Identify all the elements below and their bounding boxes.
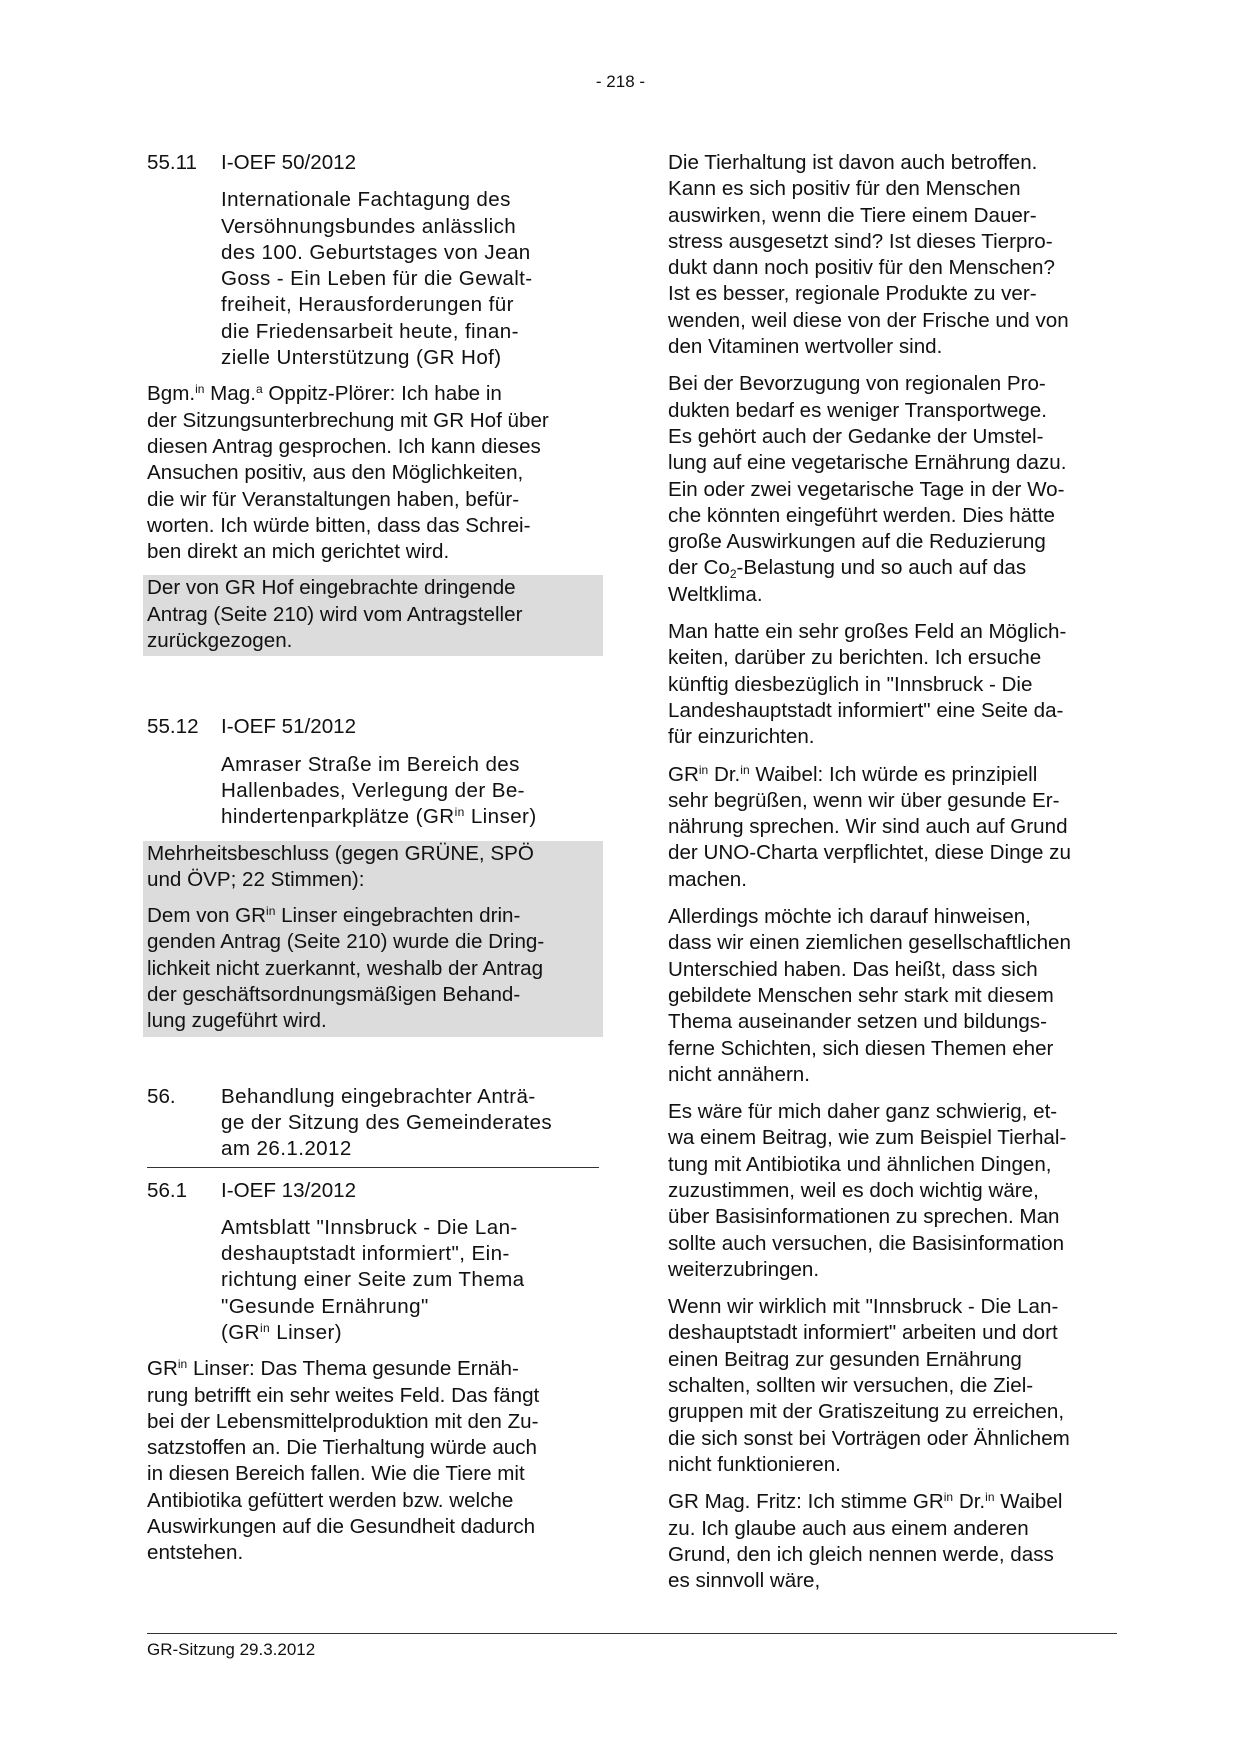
text-line: Allerdings möchte ich darauf hinweisen, — [668, 905, 1031, 929]
text-line: lung auf eine vegetarische Ernährung dazu. — [668, 451, 1067, 475]
title-text: Linser) — [270, 1320, 342, 1344]
text-line: es sinnvoll wäre, — [668, 1569, 821, 1593]
decision-box-55-11 — [143, 575, 603, 656]
text-line: Kann es sich positiv für den Menschen — [668, 177, 1021, 201]
text-line: Auswirkungen auf die Gesundheit dadurch — [147, 1515, 536, 1539]
text-line: dukt dann noch positiv für den Menschen? — [668, 256, 1055, 280]
text: der Co — [668, 556, 730, 580]
title-line: Behandlung eingebrachter Anträ- — [221, 1084, 536, 1108]
text-line: große Auswirkungen auf die Reduzierung — [668, 530, 1046, 554]
speech-text: Waibel: Ich würde es prinzipiell — [749, 762, 1038, 786]
text-line: zuzustimmen, weil es doch wichtig wäre, — [668, 1178, 1039, 1202]
text-line: Ansuchen positiv, aus den Möglichkeiten, — [147, 461, 524, 485]
text-line: sollte auch versuchen, die Basisinformation — [668, 1231, 1065, 1255]
text-line: machen. — [668, 867, 747, 891]
title-line: ge der Sitzung des Gemeinderates — [221, 1110, 553, 1134]
item-code: I-OEF 50/2012 — [221, 151, 357, 174]
text-line: sehr begrüßen, wenn wir über gesunde Er- — [668, 788, 1060, 812]
text-line: worten. Ich würde bitten, dass das Schrei- — [147, 513, 531, 537]
subscript: 2 — [729, 567, 737, 582]
left-column — [147, 150, 599, 1567]
text-line: Mehrheitsbeschluss (gegen GRÜNE, SPÖ — [147, 841, 534, 865]
text-line: che könnten eingeführt werden. Dies hätte — [668, 503, 1055, 527]
text-line: keiten, darüber zu berichten. Ich ersuche — [668, 646, 1042, 670]
superscript: a — [255, 382, 263, 397]
text-line: den Vitaminen wertvoller sind. — [668, 335, 943, 359]
text-line: lichkeit nicht zuerkannt, weshalb der Antrag — [147, 956, 544, 980]
speech-text: Waibel — [994, 1490, 1063, 1514]
paragraph — [668, 1099, 1118, 1283]
title-line: Hallenbades, Verlegung der Be- — [221, 778, 525, 802]
item-title-56 — [221, 1084, 599, 1163]
text-line: der UNO-Charta verpflichtet, diese Dinge zu — [668, 841, 1071, 865]
text-line: genden Antrag (Seite 210) wurde die Dring- — [147, 930, 545, 954]
superscript: in — [177, 1357, 188, 1372]
title-line: zielle Unterstützung (GR Hof) — [221, 346, 502, 370]
item-title-55-11 — [221, 187, 599, 371]
item-code: I-OEF 51/2012 — [221, 715, 357, 739]
text-line: die sich sonst bei Vorträgen oder Ähnlichem — [668, 1426, 1070, 1450]
text-line: über Basisinformationen zu sprechen. Man — [668, 1205, 1060, 1229]
text-line: dukten bedarf es weniger Transportwege. — [668, 398, 1047, 422]
speaker-title: GR — [668, 762, 699, 786]
text-line: lung zugeführt wird. — [147, 1009, 327, 1033]
text-line: die wir für Veranstaltungen haben, befür- — [147, 487, 520, 511]
superscript: in — [985, 1490, 995, 1505]
footer-divider — [147, 1633, 1117, 1634]
title-text: Linser) — [464, 805, 537, 829]
speaker-title: GR — [147, 1357, 178, 1381]
text-line: Antibiotika gefüttert werden bzw. welche — [147, 1488, 514, 1512]
paragraph — [668, 904, 1118, 1088]
text-line — [147, 903, 599, 929]
item-heading-56-1 — [147, 1178, 599, 1204]
text-line: Es gehört auch der Gedanke der Umstel- — [668, 424, 1044, 448]
title-line: Goss - Ein Leben für die Gewalt- — [221, 267, 533, 291]
text-line: Weltklima. — [668, 582, 763, 606]
item-heading-55-11 — [147, 150, 599, 176]
text-line: ferne Schichten, sich diesen Themen eher — [668, 1036, 1054, 1060]
speech-linser — [147, 1356, 599, 1566]
text-line: künftig diesbezüglich in "Innsbruck - Die — [668, 672, 1033, 696]
title-line: am 26.1.2012 — [221, 1137, 352, 1161]
text-line: diesen Antrag gesprochen. Ich kann dieses — [147, 434, 541, 458]
item-code: I-OEF 13/2012 — [221, 1178, 357, 1202]
text-line: Die Tierhaltung ist davon auch betroffen. — [668, 151, 1038, 174]
text-line: tung mit Antibiotika und ähnlichen Dingen, — [668, 1152, 1052, 1176]
text-line: Bei der Bevorzugung von regionalen Pro- — [668, 372, 1046, 396]
superscript: in — [698, 762, 709, 777]
footer-text: GR-Sitzung 29.3.2012 — [147, 1640, 316, 1659]
paragraph — [668, 371, 1118, 608]
item-heading-55-12 — [147, 714, 599, 740]
text-line: satzstoffen an. Die Tierhaltung würde auch — [147, 1436, 537, 1460]
text-line: dass wir einen ziemlichen gesellschaftlichen — [668, 931, 1071, 955]
speaker-title: Mag. — [204, 382, 256, 406]
text-line: Grund, den ich gleich nennen werde, dass — [668, 1542, 1054, 1566]
paragraph — [668, 1294, 1118, 1478]
title-line: deshauptstadt informiert", Ein- — [221, 1242, 510, 1266]
text-line: schalten, sollten wir versuchen, die Ziel- — [668, 1374, 1034, 1398]
speech-text: Dr. — [953, 1490, 986, 1514]
superscript: in — [266, 904, 276, 919]
decision-box-55-12 — [143, 841, 603, 1037]
superscript: in — [740, 762, 750, 777]
item-heading-56 — [147, 1084, 599, 1163]
superscript: in — [259, 1320, 271, 1335]
text-line: zu. Ich glaube auch aus einem anderen — [668, 1516, 1029, 1540]
text-line: Unterschied haben. Das heißt, dass sich — [668, 957, 1038, 981]
text-line: Landeshauptstadt informiert" eine Seite da- — [668, 698, 1064, 722]
text-line: auswirken, wenn die Tiere einem Dauer- — [668, 203, 1037, 227]
text-line: weiterzubringen. — [668, 1257, 820, 1281]
text-line: deshauptstadt informiert" arbeiten und dort — [668, 1321, 1058, 1345]
title-text: hindertenparkplätze (GR — [221, 805, 455, 829]
speech-oppitz-ploerer — [147, 381, 599, 565]
title-line: Amraser Straße im Bereich des — [221, 752, 520, 776]
title-line: des 100. Geburtstages von Jean — [221, 240, 531, 264]
text-line: Wenn wir wirklich mit "Innsbruck - Die Lan- — [668, 1295, 1059, 1319]
text-line: stress ausgesetzt sind? Ist dieses Tierpro- — [668, 229, 1053, 253]
text-line: einen Beitrag zur gesunden Ernährung — [668, 1347, 1022, 1371]
text-line: Thema auseinander setzen und bildungs- — [668, 1010, 1047, 1034]
title-line — [221, 1320, 599, 1346]
speech-text: Oppitz-Plörer: Ich habe in — [262, 382, 502, 406]
text-line: nährung sprechen. Wir sind auch auf Grund — [668, 815, 1068, 839]
text-line: gruppen mit der Gratiszeitung zu erreichen, — [668, 1400, 1065, 1424]
text-line: Antrag (Seite 210) wird vom Antragsteller — [147, 602, 523, 626]
item-number: 55.12 — [147, 715, 199, 739]
title-line: freiheit, Herausforderungen für — [221, 293, 514, 317]
text-line: rung betrifft ein sehr weites Feld. Das fängt — [147, 1383, 540, 1407]
item-number: 55.11 — [147, 151, 198, 174]
title-line: richtung einer Seite zum Thema — [221, 1268, 525, 1292]
text-line: bei der Lebensmittelproduktion mit den Zu- — [147, 1409, 539, 1433]
right-column — [668, 150, 1118, 1594]
paragraph — [668, 619, 1118, 750]
paragraph — [668, 150, 1118, 360]
text-line: Man hatte ein sehr großes Feld an Möglich- — [668, 620, 1067, 644]
text-line: der Sitzungsunterbrechung mit GR Hof über — [147, 408, 549, 432]
speaker-title: Dr. — [708, 762, 741, 786]
text-line: entstehen. — [147, 1541, 244, 1565]
text-line: wa einem Beitrag, wie zum Beispiel Tierhal- — [668, 1126, 1067, 1150]
item-number: 56. — [147, 1084, 176, 1108]
title-line: die Friedensarbeit heute, finan- — [221, 319, 519, 343]
superscript: in — [195, 382, 205, 397]
superscript: in — [943, 1490, 954, 1505]
title-line — [221, 804, 599, 830]
text-line: Es wäre für mich daher ganz schwierig, et- — [668, 1100, 1058, 1124]
text-line: zurückgezogen. — [147, 629, 293, 653]
superscript: in — [454, 805, 465, 820]
speech-text: GR Mag. Fritz: Ich stimme GR — [668, 1490, 944, 1514]
title-line: "Gesunde Ernährung" — [221, 1294, 429, 1318]
item-title-55-12 — [221, 752, 599, 831]
text-line: der geschäftsordnungsmäßigen Behand- — [147, 983, 521, 1007]
text-line: Der von GR Hof eingebrachte dringende — [147, 576, 516, 600]
title-line: Internationale Fachtagung des — [221, 188, 511, 212]
section-divider — [147, 1167, 599, 1168]
text-line: gebildete Menschen sehr stark mit diesem — [668, 983, 1054, 1007]
text-line: ben direkt an mich gerichtet wird. — [147, 540, 450, 564]
item-title-56-1 — [221, 1215, 599, 1346]
speech-fritz — [668, 1489, 1118, 1594]
text-line: in diesen Bereich fallen. Wie die Tiere mit — [147, 1462, 525, 1486]
title-line: Amtsblatt "Innsbruck - Die Lan- — [221, 1215, 518, 1239]
text-line: wenden, weil diese von der Frische und von — [668, 308, 1069, 332]
speech-text: Linser: Das Thema gesunde Ernäh- — [187, 1357, 519, 1381]
text-line: Ist es besser, regionale Produkte zu ver- — [668, 282, 1037, 306]
speech-waibel — [668, 762, 1118, 893]
title-line: Versöhnungsbundes anlässlich — [221, 214, 517, 238]
text: Linser eingebrachten drin- — [275, 904, 521, 928]
text-line: und ÖVP; 22 Stimmen): — [147, 867, 365, 891]
speaker-title: Bgm. — [147, 382, 196, 406]
title-text: (GR — [221, 1320, 260, 1344]
text-line: nicht funktionieren. — [668, 1452, 841, 1476]
text-line: nicht annähern. — [668, 1062, 810, 1086]
text: Dem von GR — [147, 904, 267, 928]
item-number: 56.1 — [147, 1178, 188, 1202]
page-number: - 218 - — [595, 72, 646, 91]
text: -Belastung und so auch auf das — [736, 556, 1027, 580]
text-line: Ein oder zwei vegetarische Tage in der Wo- — [668, 477, 1065, 501]
text-line: für einzurichten. — [668, 725, 815, 749]
